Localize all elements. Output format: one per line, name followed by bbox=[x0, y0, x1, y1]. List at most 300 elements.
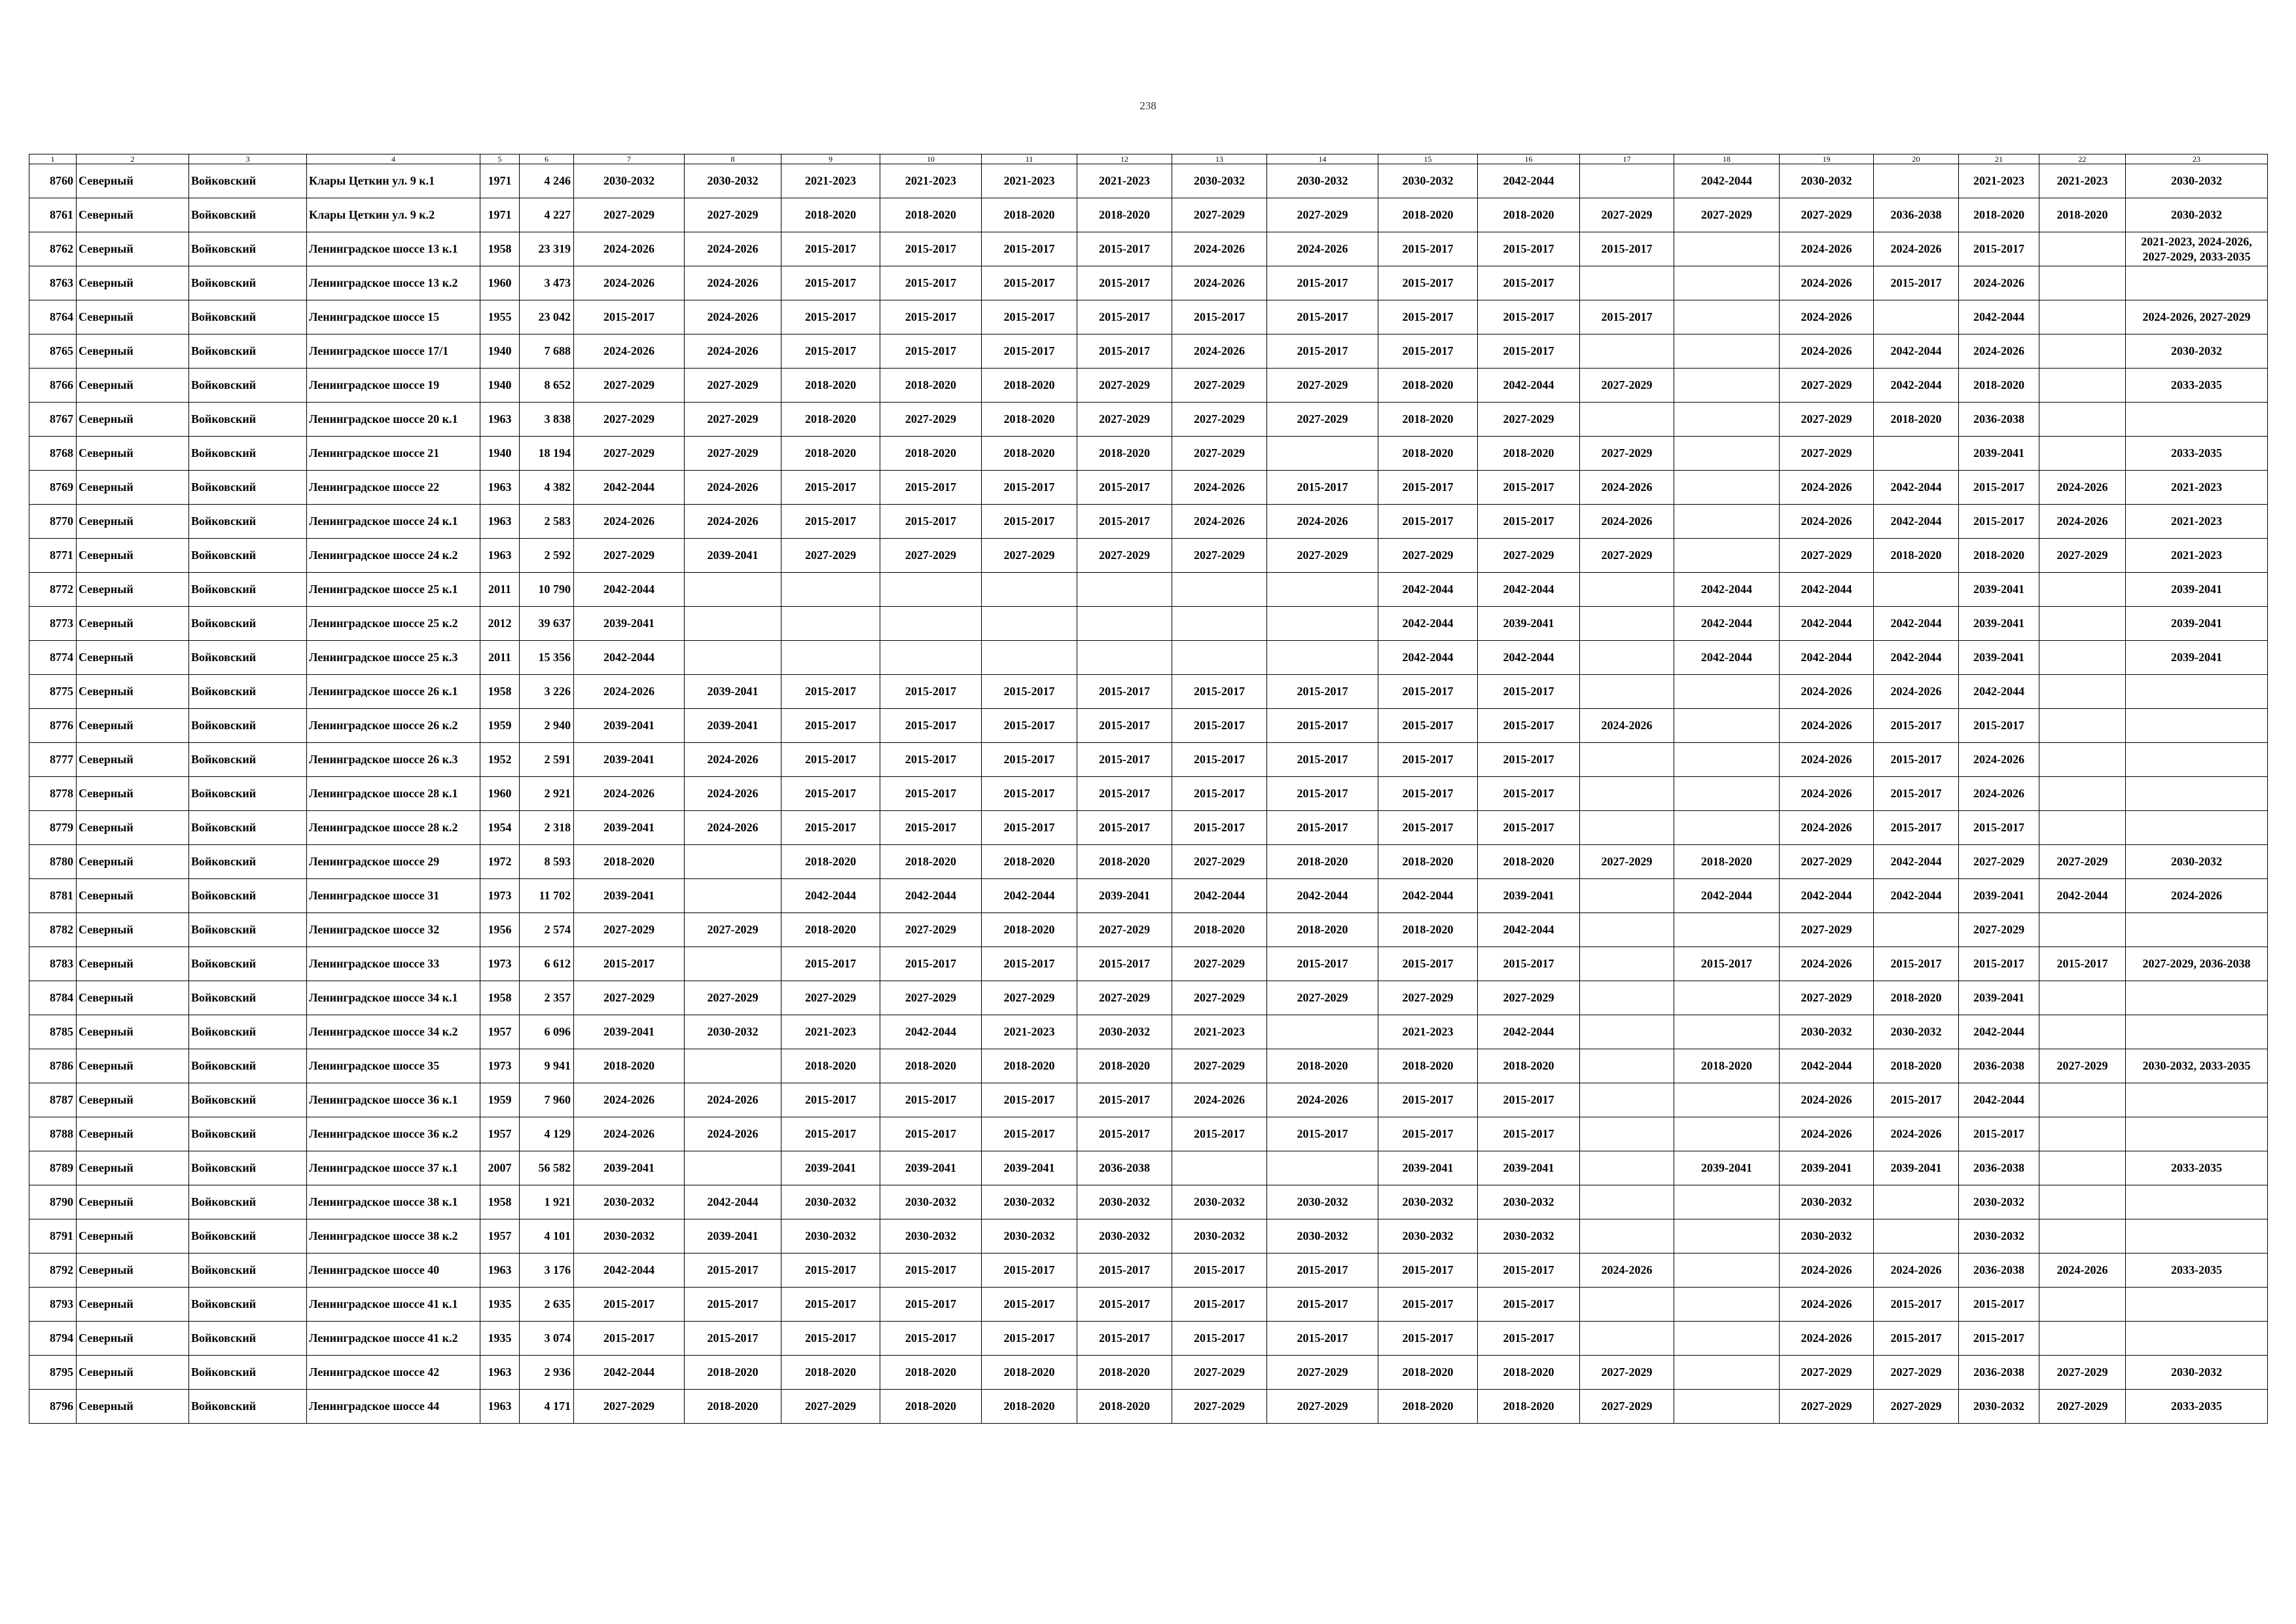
table-cell: 2018-2020 bbox=[1478, 437, 1580, 471]
table-cell: 2018-2020 bbox=[1267, 913, 1378, 947]
table-cell: 2024-2026 bbox=[1780, 675, 1874, 709]
table-cell: 2024-2026 bbox=[1580, 471, 1674, 505]
table-cell: 2024-2026 bbox=[1780, 266, 1874, 300]
table-cell: 2021-2023 bbox=[1077, 164, 1172, 198]
table-cell bbox=[1674, 369, 1780, 403]
table-cell: 2015-2017 bbox=[1378, 1254, 1478, 1288]
table-cell: 2039-2041 bbox=[574, 879, 685, 913]
table-cell bbox=[2126, 403, 2268, 437]
table-cell: 2015-2017 bbox=[1077, 947, 1172, 981]
table-cell bbox=[2039, 1083, 2126, 1117]
table-cell: 2027-2029 bbox=[2039, 845, 2126, 879]
table-cell: 2039-2041 bbox=[1674, 1151, 1780, 1185]
table-cell: 2027-2029 bbox=[685, 403, 781, 437]
table-cell: 2015-2017 bbox=[1874, 1322, 1959, 1356]
table-cell: 2015-2017 bbox=[1874, 947, 1959, 981]
table-cell: 2027-2029 bbox=[1780, 437, 1874, 471]
table-cell: 2015-2017 bbox=[880, 300, 982, 334]
table-cell: 2015-2017 bbox=[880, 947, 982, 981]
table-cell: 1960 bbox=[480, 266, 520, 300]
table-cell bbox=[1580, 403, 1674, 437]
table-cell: 2039-2041 bbox=[685, 1219, 781, 1254]
table-cell: 3 226 bbox=[520, 675, 574, 709]
table-cell: 2015-2017 bbox=[982, 947, 1077, 981]
table-cell: Ленинградское шоссе 28 к.1 bbox=[307, 777, 480, 811]
table-cell bbox=[1580, 981, 1674, 1015]
table-cell: 2042-2044 bbox=[574, 1356, 685, 1390]
column-header: 2 bbox=[77, 154, 189, 164]
table-cell: 2030-2032 bbox=[1378, 1185, 1478, 1219]
table-cell: 2015-2017 bbox=[1478, 505, 1580, 539]
table-cell: 2027-2029 bbox=[1172, 845, 1267, 879]
table-cell bbox=[1874, 573, 1959, 607]
table-cell: 8778 bbox=[29, 777, 77, 811]
table-cell: 2018-2020 bbox=[1478, 1049, 1580, 1083]
table-cell: 2015-2017 bbox=[1077, 232, 1172, 266]
table-cell bbox=[1580, 1015, 1674, 1049]
table-cell: 10 790 bbox=[520, 573, 574, 607]
table-cell bbox=[1674, 403, 1780, 437]
table-cell: 1935 bbox=[480, 1288, 520, 1322]
table-cell bbox=[1077, 641, 1172, 675]
table-cell: 2015-2017 bbox=[1267, 1254, 1378, 1288]
table-cell: 1940 bbox=[480, 334, 520, 369]
table-cell: 2027-2029 bbox=[1780, 369, 1874, 403]
column-header: 19 bbox=[1780, 154, 1874, 164]
table-row bbox=[29, 232, 2268, 266]
table-cell: 1940 bbox=[480, 437, 520, 471]
table-cell bbox=[781, 573, 880, 607]
table-cell: 2042-2044 bbox=[1478, 1015, 1580, 1049]
table-cell: Ленинградское шоссе 36 к.1 bbox=[307, 1083, 480, 1117]
table-cell: 2015-2017 bbox=[1077, 709, 1172, 743]
table-cell: Северный bbox=[77, 369, 189, 403]
table-cell: 2015-2017 bbox=[1478, 675, 1580, 709]
table-cell: 2015-2017 bbox=[1077, 1117, 1172, 1151]
table-cell bbox=[2126, 981, 2268, 1015]
table-cell bbox=[2039, 1185, 2126, 1219]
table-cell: 8774 bbox=[29, 641, 77, 675]
table-cell: 2018-2020 bbox=[1267, 1049, 1378, 1083]
table-header-row bbox=[29, 154, 2268, 164]
table-cell: 2011 bbox=[480, 573, 520, 607]
table-cell: 2039-2041 bbox=[574, 1151, 685, 1185]
table-cell bbox=[1674, 539, 1780, 573]
table-cell bbox=[2039, 403, 2126, 437]
table-cell: 2027-2029 bbox=[880, 403, 982, 437]
table-cell bbox=[2039, 266, 2126, 300]
table-cell: 2018-2020 bbox=[880, 437, 982, 471]
table-cell: 2039-2041 bbox=[1959, 573, 2039, 607]
column-header: 14 bbox=[1267, 154, 1378, 164]
table-cell bbox=[2126, 1185, 2268, 1219]
table-row bbox=[29, 913, 2268, 947]
table-cell: 2015-2017 bbox=[1959, 1288, 2039, 1322]
table-cell: 8775 bbox=[29, 675, 77, 709]
table-cell: 2039-2041 bbox=[1874, 1151, 1959, 1185]
table-cell bbox=[1674, 1390, 1780, 1424]
table-cell: 2015-2017 bbox=[781, 300, 880, 334]
table-cell: 2 574 bbox=[520, 913, 574, 947]
table-cell bbox=[1267, 641, 1378, 675]
column-header: 13 bbox=[1172, 154, 1267, 164]
column-header: 21 bbox=[1959, 154, 2039, 164]
table-cell: 2027-2029 bbox=[1172, 198, 1267, 232]
table-cell: 1963 bbox=[480, 471, 520, 505]
table-cell: 8791 bbox=[29, 1219, 77, 1254]
table-cell: Северный bbox=[77, 709, 189, 743]
table-cell: 2015-2017 bbox=[1267, 1288, 1378, 1322]
table-cell bbox=[1172, 1151, 1267, 1185]
table-cell: Ленинградское шоссе 38 к.2 bbox=[307, 1219, 480, 1254]
table-cell: 1958 bbox=[480, 232, 520, 266]
table-cell: 2027-2029 bbox=[574, 913, 685, 947]
table-cell bbox=[2039, 641, 2126, 675]
table-cell: 2024-2026 bbox=[2126, 879, 2268, 913]
table-cell: 2042-2044 bbox=[1478, 573, 1580, 607]
table-cell: 2030-2032 bbox=[574, 1185, 685, 1219]
table-cell: 2042-2044 bbox=[2039, 879, 2126, 913]
table-cell: Северный bbox=[77, 777, 189, 811]
table-cell: 2015-2017 bbox=[1267, 1117, 1378, 1151]
table-cell: 2015-2017 bbox=[1874, 743, 1959, 777]
table-cell: 2015-2017 bbox=[880, 505, 982, 539]
table-cell bbox=[2126, 1083, 2268, 1117]
table-cell: 8779 bbox=[29, 811, 77, 845]
table-cell: 2024-2026 bbox=[1959, 743, 2039, 777]
table-cell: Войковский bbox=[189, 334, 307, 369]
table-cell: 2015-2017 bbox=[1478, 471, 1580, 505]
table-cell: 2039-2041 bbox=[685, 709, 781, 743]
table-cell bbox=[1580, 1083, 1674, 1117]
table-cell: 2018-2020 bbox=[982, 913, 1077, 947]
table-cell bbox=[1674, 1015, 1780, 1049]
table-cell: Войковский bbox=[189, 709, 307, 743]
table-cell bbox=[2039, 1219, 2126, 1254]
table-cell: 1971 bbox=[480, 164, 520, 198]
table-cell bbox=[2039, 232, 2126, 266]
table-row bbox=[29, 539, 2268, 573]
table-cell: Северный bbox=[77, 981, 189, 1015]
table-cell: 2027-2029 bbox=[574, 981, 685, 1015]
table-cell bbox=[2039, 1288, 2126, 1322]
table-cell: 2015-2017 bbox=[781, 266, 880, 300]
table-cell bbox=[1267, 573, 1378, 607]
table-cell: Ленинградское шоссе 13 к.1 bbox=[307, 232, 480, 266]
table-row bbox=[29, 198, 2268, 232]
table-cell: 2015-2017 bbox=[1077, 1288, 1172, 1322]
table-cell: Ленинградское шоссе 42 bbox=[307, 1356, 480, 1390]
table-cell: 2015-2017 bbox=[982, 232, 1077, 266]
table-cell: 2030-2032 bbox=[1959, 1390, 2039, 1424]
table-cell: 1963 bbox=[480, 1254, 520, 1288]
table-cell bbox=[2126, 1117, 2268, 1151]
table-cell: 2024-2026 bbox=[1780, 300, 1874, 334]
column-header: 6 bbox=[520, 154, 574, 164]
table-cell: 2015-2017 bbox=[982, 266, 1077, 300]
table-cell: 2024-2026 bbox=[574, 266, 685, 300]
table-cell: 2024-2026 bbox=[1874, 1117, 1959, 1151]
table-cell: 2021-2023 bbox=[982, 1015, 1077, 1049]
table-cell: 2024-2026 bbox=[1580, 1254, 1674, 1288]
table-cell: 2018-2020 bbox=[1378, 845, 1478, 879]
table-cell: 2027-2029 bbox=[1077, 403, 1172, 437]
table-cell bbox=[1874, 437, 1959, 471]
table-cell: 2039-2041 bbox=[880, 1151, 982, 1185]
table-cell bbox=[1580, 607, 1674, 641]
table-cell bbox=[1580, 1288, 1674, 1322]
table-cell: 2033-2035 bbox=[2126, 1254, 2268, 1288]
table-cell: 2027-2029 bbox=[1674, 198, 1780, 232]
table-cell: 2018-2020 bbox=[1874, 1049, 1959, 1083]
table-cell: 2027-2029 bbox=[781, 981, 880, 1015]
table-cell: 2024-2026 bbox=[1580, 505, 1674, 539]
table-cell bbox=[1580, 1185, 1674, 1219]
table-cell: 2015-2017 bbox=[781, 947, 880, 981]
table-cell: 2015-2017 bbox=[880, 811, 982, 845]
table-cell bbox=[1674, 1322, 1780, 1356]
table-cell: 2042-2044 bbox=[1874, 505, 1959, 539]
table-cell: 2018-2020 bbox=[1077, 1390, 1172, 1424]
table-cell: Ленинградское шоссе 21 bbox=[307, 437, 480, 471]
table-cell: 2030-2032 bbox=[2126, 845, 2268, 879]
table-cell: 2015-2017 bbox=[1172, 1117, 1267, 1151]
table-cell: 2027-2029 bbox=[1172, 947, 1267, 981]
table-cell: 2018-2020 bbox=[781, 1356, 880, 1390]
table-cell: 2039-2041 bbox=[1378, 1151, 1478, 1185]
table-cell: Войковский bbox=[189, 607, 307, 641]
table-cell: 2039-2041 bbox=[1959, 981, 2039, 1015]
table-cell: 2015-2017 bbox=[1378, 334, 1478, 369]
table-cell: 2 357 bbox=[520, 981, 574, 1015]
table-cell: 2015-2017 bbox=[1378, 1083, 1478, 1117]
table-cell: 2018-2020 bbox=[781, 198, 880, 232]
table-cell: Войковский bbox=[189, 266, 307, 300]
table-cell: 2027-2029 bbox=[1267, 1356, 1378, 1390]
table-cell: 2027-2029 bbox=[1172, 981, 1267, 1015]
table-cell: 1958 bbox=[480, 675, 520, 709]
table-cell: 2027-2029 bbox=[574, 403, 685, 437]
table-cell: 2027-2029 bbox=[1478, 981, 1580, 1015]
table-cell: 2039-2041 bbox=[1959, 437, 2039, 471]
table-cell bbox=[2039, 607, 2126, 641]
table-cell: 39 637 bbox=[520, 607, 574, 641]
table-cell: 1972 bbox=[480, 845, 520, 879]
table-cell: 4 101 bbox=[520, 1219, 574, 1254]
table-cell bbox=[1674, 1288, 1780, 1322]
table-cell bbox=[1580, 1049, 1674, 1083]
table-cell: 2042-2044 bbox=[574, 641, 685, 675]
table-cell: 2015-2017 bbox=[1077, 777, 1172, 811]
table-cell: 2030-2032 bbox=[2126, 334, 2268, 369]
table-cell: 2 635 bbox=[520, 1288, 574, 1322]
table-cell: 8 593 bbox=[520, 845, 574, 879]
table-cell: 2015-2017 bbox=[1077, 505, 1172, 539]
table-cell: 8782 bbox=[29, 913, 77, 947]
table-cell: 2030-2032 bbox=[1077, 1015, 1172, 1049]
table-cell: 2042-2044 bbox=[574, 573, 685, 607]
table-cell: 2015-2017 bbox=[574, 1288, 685, 1322]
table-cell: 2024-2026 bbox=[1780, 743, 1874, 777]
table-cell: 8780 bbox=[29, 845, 77, 879]
table-cell: 2039-2041 bbox=[982, 1151, 1077, 1185]
table-row bbox=[29, 573, 2268, 607]
table-cell: 8762 bbox=[29, 232, 77, 266]
table-cell: 2018-2020 bbox=[1378, 437, 1478, 471]
table-cell: 2015-2017 bbox=[781, 1322, 880, 1356]
table-cell: 2015-2017 bbox=[982, 1322, 1077, 1356]
table-cell: 2024-2026 bbox=[1780, 1083, 1874, 1117]
table-row bbox=[29, 1356, 2268, 1390]
table-cell: 2030-2032 bbox=[1378, 1219, 1478, 1254]
table-cell: 2024-2026 bbox=[574, 1083, 685, 1117]
table-cell: 2027-2029 bbox=[685, 913, 781, 947]
table-cell: 2027-2029 bbox=[685, 981, 781, 1015]
table-cell: 2015-2017 bbox=[1172, 811, 1267, 845]
table-cell: 2015-2017 bbox=[1478, 266, 1580, 300]
table-cell: Ленинградское шоссе 24 к.2 bbox=[307, 539, 480, 573]
table-cell bbox=[1674, 1083, 1780, 1117]
table-cell: 2024-2026 bbox=[1267, 232, 1378, 266]
table-cell: Войковский bbox=[189, 505, 307, 539]
table-cell: Северный bbox=[77, 573, 189, 607]
table-cell bbox=[1580, 334, 1674, 369]
table-cell: 2015-2017 bbox=[1077, 1322, 1172, 1356]
table-cell: Ленинградское шоссе 28 к.2 bbox=[307, 811, 480, 845]
table-cell: 8777 bbox=[29, 743, 77, 777]
table-cell bbox=[1674, 1356, 1780, 1390]
table-cell bbox=[2126, 913, 2268, 947]
table-cell: Ленинградское шоссе 34 к.2 bbox=[307, 1015, 480, 1049]
table-cell: 2039-2041 bbox=[2126, 573, 2268, 607]
table-cell: 8793 bbox=[29, 1288, 77, 1322]
table-cell bbox=[982, 573, 1077, 607]
table-cell: 2015-2017 bbox=[781, 1083, 880, 1117]
table-cell: 2030-2032 bbox=[2126, 164, 2268, 198]
table-cell: 2039-2041 bbox=[685, 675, 781, 709]
table-cell bbox=[1874, 1219, 1959, 1254]
table-cell: 1952 bbox=[480, 743, 520, 777]
table-cell bbox=[2126, 266, 2268, 300]
table-cell: 2036-2038 bbox=[1959, 403, 2039, 437]
table-cell: 2015-2017 bbox=[1172, 777, 1267, 811]
table-cell: Ленинградское шоссе 37 к.1 bbox=[307, 1151, 480, 1185]
table-cell: 2024-2026 bbox=[1172, 471, 1267, 505]
table-cell: 2015-2017 bbox=[781, 505, 880, 539]
column-header: 17 bbox=[1580, 154, 1674, 164]
table-cell bbox=[1580, 743, 1674, 777]
table-cell: 2018-2020 bbox=[1478, 1390, 1580, 1424]
table-cell bbox=[1674, 777, 1780, 811]
table-cell: Ленинградское шоссе 26 к.1 bbox=[307, 675, 480, 709]
table-cell: 2030-2032 bbox=[1077, 1185, 1172, 1219]
table-cell: Ленинградское шоссе 13 к.2 bbox=[307, 266, 480, 300]
table-cell: 2039-2041 bbox=[574, 607, 685, 641]
table-cell: 2027-2029 bbox=[982, 539, 1077, 573]
table-row bbox=[29, 1015, 2268, 1049]
table-cell: 8771 bbox=[29, 539, 77, 573]
table-cell: 2024-2026 bbox=[1780, 811, 1874, 845]
table-row bbox=[29, 641, 2268, 675]
table-cell: 2018-2020 bbox=[1378, 1390, 1478, 1424]
table-cell: Войковский bbox=[189, 811, 307, 845]
table-cell: 2027-2029 bbox=[2039, 1390, 2126, 1424]
table-cell: 2024-2026 bbox=[1267, 505, 1378, 539]
table-cell: 8769 bbox=[29, 471, 77, 505]
table-cell bbox=[685, 947, 781, 981]
table-row bbox=[29, 266, 2268, 300]
table-cell: 2015-2017 bbox=[1172, 300, 1267, 334]
table-cell: 2027-2029 bbox=[685, 437, 781, 471]
table-row bbox=[29, 1288, 2268, 1322]
table-cell: 2018-2020 bbox=[1378, 369, 1478, 403]
column-header: 5 bbox=[480, 154, 520, 164]
table-cell: 2039-2041 bbox=[1959, 641, 2039, 675]
table-cell: 2015-2017 bbox=[1378, 1288, 1478, 1322]
table-cell: 8788 bbox=[29, 1117, 77, 1151]
table-cell: 2015-2017 bbox=[1378, 743, 1478, 777]
table-body bbox=[29, 164, 2268, 1424]
table-cell bbox=[2039, 811, 2126, 845]
table-cell: 2015-2017 bbox=[1874, 1083, 1959, 1117]
table-cell bbox=[1580, 913, 1674, 947]
table-cell: 2015-2017 bbox=[982, 675, 1077, 709]
table-cell: 2027-2029 bbox=[1172, 1356, 1267, 1390]
table-cell: 2015-2017 bbox=[1478, 1322, 1580, 1356]
table-cell bbox=[685, 641, 781, 675]
table-cell bbox=[2039, 573, 2126, 607]
table-cell: 8781 bbox=[29, 879, 77, 913]
table-cell: Войковский bbox=[189, 164, 307, 198]
table-cell: 2015-2017 bbox=[1959, 1117, 2039, 1151]
table-row bbox=[29, 1049, 2268, 1083]
table-cell: 2018-2020 bbox=[1077, 198, 1172, 232]
table-cell: Ленинградское шоссе 40 bbox=[307, 1254, 480, 1288]
table-cell: 2024-2026 bbox=[1780, 1117, 1874, 1151]
table-cell: 1963 bbox=[480, 1390, 520, 1424]
column-header: 16 bbox=[1478, 154, 1580, 164]
table-cell: 2030-2032 bbox=[1780, 164, 1874, 198]
table-row bbox=[29, 743, 2268, 777]
table-cell: Войковский bbox=[189, 845, 307, 879]
table-cell: 2018-2020 bbox=[685, 1356, 781, 1390]
table-cell: 2015-2017 bbox=[880, 1288, 982, 1322]
table-cell: 2015-2017 bbox=[982, 334, 1077, 369]
table-cell: 2015-2017 bbox=[1959, 232, 2039, 266]
data-table bbox=[29, 154, 2268, 1424]
table-cell: Войковский bbox=[189, 232, 307, 266]
table-row bbox=[29, 437, 2268, 471]
table-cell: Ленинградское шоссе 24 к.1 bbox=[307, 505, 480, 539]
table-cell: 2015-2017 bbox=[1874, 811, 1959, 845]
table-cell bbox=[1077, 573, 1172, 607]
table-cell: 2015-2017 bbox=[880, 471, 982, 505]
table-cell: 1963 bbox=[480, 1356, 520, 1390]
table-cell: 2015-2017 bbox=[1077, 675, 1172, 709]
table-cell: 2027-2029 bbox=[1267, 403, 1378, 437]
table-cell bbox=[1674, 334, 1780, 369]
table-cell: Ленинградское шоссе 32 bbox=[307, 913, 480, 947]
table-cell: 2018-2020 bbox=[1378, 1356, 1478, 1390]
table-cell: 2030-2032 bbox=[880, 1219, 982, 1254]
table-cell: 2015-2017 bbox=[982, 1288, 1077, 1322]
table-cell: Ленинградское шоссе 44 bbox=[307, 1390, 480, 1424]
table-cell: 2015-2017 bbox=[1378, 300, 1478, 334]
table-cell: Северный bbox=[77, 1288, 189, 1322]
table-cell: Северный bbox=[77, 1151, 189, 1185]
table-cell: 8792 bbox=[29, 1254, 77, 1288]
table-cell: 2007 bbox=[480, 1151, 520, 1185]
